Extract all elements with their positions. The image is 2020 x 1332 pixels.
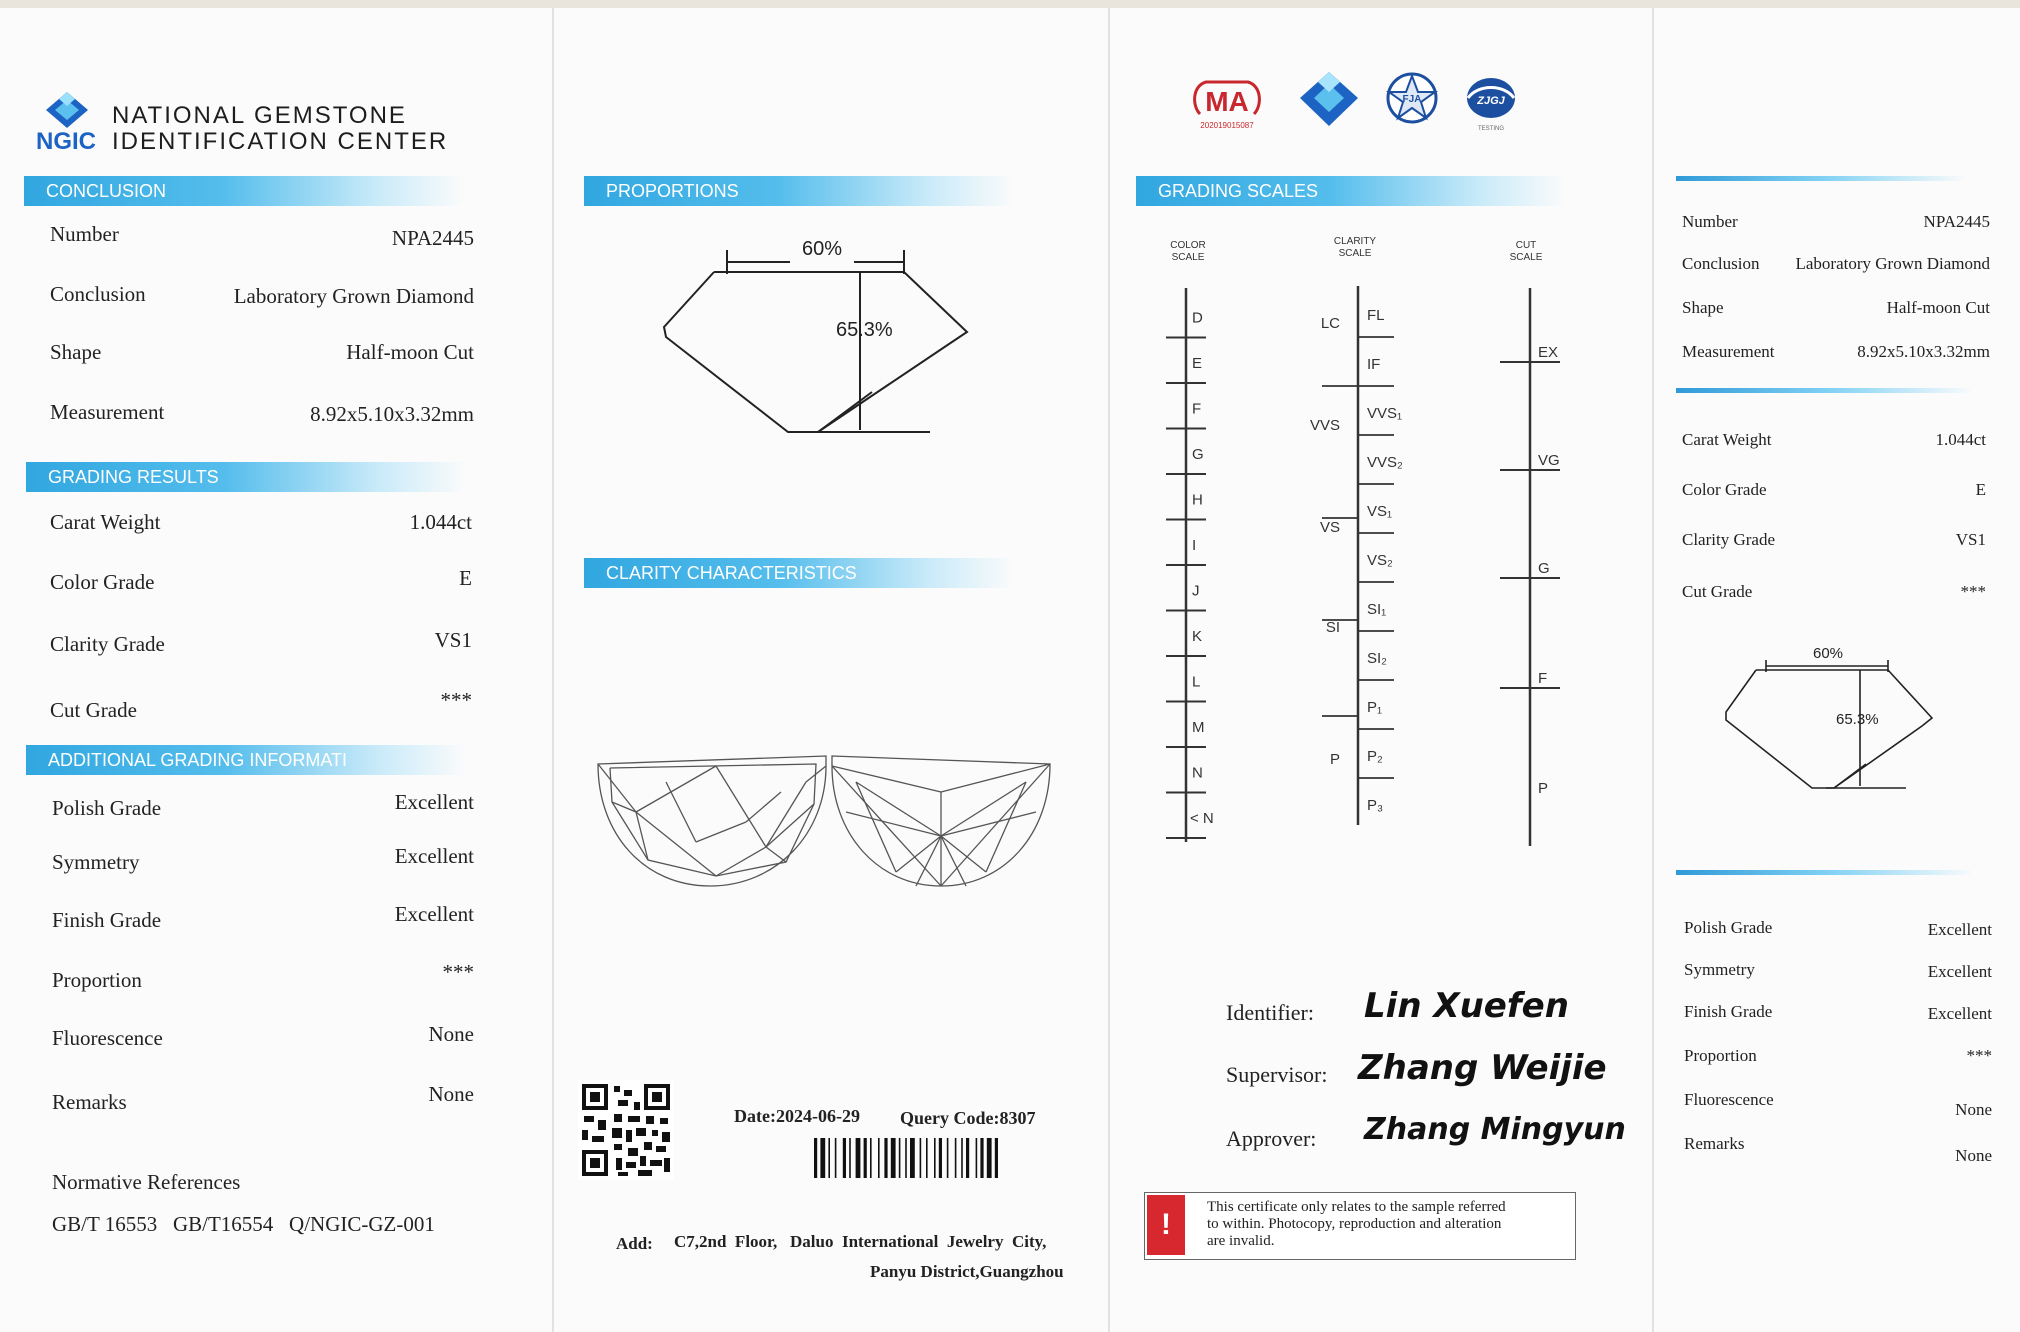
color-grade-label: N — [1192, 764, 1203, 782]
normative-title: Normative References — [52, 1170, 241, 1194]
clarity-plot-diagram — [596, 752, 1056, 892]
field-label: Polish Grade — [1684, 918, 1773, 937]
svg-text:FJA: FJA — [1402, 94, 1422, 105]
signature-name: Lin Xuefen — [1364, 986, 1569, 1026]
cma-logo-icon — [1190, 76, 1264, 132]
cut-scale-title: SCALE — [1509, 252, 1543, 263]
field-label: Measurement — [1682, 342, 1775, 361]
warning-icon: ! — [1147, 1195, 1185, 1255]
color-grade-label: G — [1192, 446, 1204, 463]
barcode-bar — [961, 1138, 963, 1178]
field-label: Color Grade — [50, 570, 155, 594]
barcode-bar — [905, 1138, 907, 1178]
clarity-grade-label: VS₁ — [1367, 503, 1393, 520]
field-value: Excellent — [394, 844, 474, 868]
barcode-bar — [849, 1138, 851, 1178]
clarity-grade-label: P₃ — [1367, 797, 1384, 814]
clarity-grade-label: SI₂ — [1367, 650, 1387, 667]
field-value: E — [1975, 480, 1986, 499]
clarity-grade-label: VVS₂ — [1367, 454, 1403, 471]
field-label: Measurement — [50, 400, 165, 424]
field-label: Cut Grade — [1682, 582, 1753, 601]
field-label: Clarity Grade — [50, 632, 165, 656]
card-proportions-diagram — [1716, 640, 1946, 792]
clarity-scale-title: CLARITY — [1333, 236, 1377, 247]
field-label: Color Grade — [1682, 480, 1767, 499]
barcode-bar — [987, 1138, 992, 1178]
field-value: NPA2445 — [1923, 212, 1990, 231]
field-value: VS1 — [434, 628, 472, 652]
address-label: Add: — [616, 1234, 653, 1253]
cut-grade-label: G — [1538, 560, 1550, 577]
field-value: Excellent — [394, 790, 474, 814]
barcode — [812, 1138, 1052, 1180]
cut-grade-label: EX — [1538, 344, 1559, 361]
barcode-bar — [995, 1138, 998, 1178]
field-value: Laboratory Grown Diamond — [1795, 254, 1990, 273]
svg-text:65.3%: 65.3% — [1836, 711, 1879, 728]
field-value: 8.92x5.10x3.32mm — [310, 402, 474, 426]
field-value: *** — [442, 960, 474, 984]
barcode-bar — [864, 1138, 867, 1178]
clarity-group-label: LC — [1320, 315, 1340, 332]
ngic-logo-icon — [44, 90, 90, 130]
signature-name: Zhang Weijie — [1358, 1048, 1607, 1088]
svg-text:TESTING: TESTING — [1477, 126, 1505, 132]
cut-grade-label: F — [1538, 670, 1548, 687]
clarity-grade-label: VVS₁ — [1367, 405, 1403, 422]
section-additional-grading: ADDITIONAL GRADING INFORMATI — [26, 745, 466, 775]
ngic-diamond-logo-icon — [1298, 70, 1360, 128]
field-label: Symmetry — [52, 850, 140, 874]
qr-code[interactable] — [578, 1080, 674, 1180]
barcode-bar — [870, 1138, 872, 1178]
field-label: Conclusion — [1682, 254, 1760, 273]
panel-fold — [1108, 8, 1110, 1332]
field-value: *** — [1966, 1046, 1992, 1065]
field-value: None — [428, 1022, 474, 1046]
color-grade-label: F — [1192, 400, 1202, 418]
field-value: Half-moon Cut — [1886, 298, 1990, 317]
field-value: E — [459, 566, 472, 590]
card-divider — [1676, 176, 1966, 181]
zjgj-logo-icon — [1462, 72, 1520, 134]
field-label: Cut Grade — [50, 698, 137, 722]
field-value: Excellent — [394, 902, 474, 926]
clarity-scale-title: SCALE — [1338, 248, 1372, 259]
clarity-grade-label: VS₂ — [1367, 552, 1393, 569]
field-value: NPA2445 — [391, 226, 474, 250]
barcode-bar — [899, 1138, 901, 1178]
svg-text:MA: MA — [1205, 86, 1249, 117]
field-value: Half-moon Cut — [346, 340, 474, 364]
normative-refs: GB/T 16553 GB/T16554 Q/NGIC-GZ-001 — [52, 1212, 435, 1236]
field-value: None — [428, 1082, 474, 1106]
svg-text:202019015087: 202019015087 — [1200, 121, 1254, 130]
notice-line2: to within. Photocopy, reproduction and alteration — [1207, 1216, 1502, 1232]
color-grade-label: E — [1192, 355, 1203, 372]
notice-line3: are invalid. — [1207, 1233, 1275, 1249]
card-divider — [1676, 870, 1976, 875]
field-label: Remarks — [1684, 1134, 1745, 1153]
barcode-bar — [939, 1138, 942, 1178]
clarity-group-label: P — [1329, 751, 1340, 768]
grading-scales-chart — [1140, 230, 1600, 870]
field-value: Excellent — [1927, 920, 1992, 939]
clarity-group-label: VVS — [1309, 417, 1340, 434]
field-label: Finish Grade — [52, 908, 162, 932]
field-label: Conclusion — [50, 282, 146, 306]
field-value: 8.92x5.10x3.32mm — [1857, 342, 1990, 361]
clarity-grade-label: P₂ — [1367, 748, 1383, 765]
color-scale-title: COLOR — [1170, 240, 1206, 251]
field-label: Carat Weight — [50, 510, 161, 534]
cut-grade-label: VG — [1538, 452, 1560, 469]
field-value: 1.044ct — [1935, 430, 1986, 449]
clarity-grade-label: P₁ — [1367, 699, 1383, 716]
svg-text:ZJGJ: ZJGJ — [1477, 95, 1505, 107]
certificate-date: Date:2024-06-29 — [734, 1106, 860, 1126]
address-line2: Panyu District,Guangzhou — [870, 1262, 1064, 1281]
barcode-bar — [947, 1138, 949, 1178]
section-grading-scales: GRADING SCALES — [1136, 176, 1566, 206]
barcode-bar — [926, 1138, 928, 1178]
field-label: Remarks — [52, 1090, 127, 1114]
section-conclusion: CONCLUSION — [24, 176, 464, 206]
barcode-bar — [814, 1138, 817, 1178]
cut-grade-label: P — [1538, 780, 1549, 797]
barcode-bar — [976, 1138, 978, 1178]
barcode-bar — [920, 1138, 922, 1178]
field-label: Shape — [50, 340, 102, 364]
field-label: Carat Weight — [1682, 430, 1772, 449]
signature-role: Approver: — [1226, 1126, 1317, 1151]
color-grade-label: M — [1192, 719, 1205, 736]
field-value: 1.044ct — [409, 510, 472, 534]
field-value: *** — [440, 688, 472, 712]
field-value: None — [1955, 1100, 1992, 1119]
signature-name: Zhang Mingyun — [1364, 1112, 1626, 1147]
barcode-bar — [828, 1138, 830, 1178]
section-proportions: PROPORTIONS — [584, 176, 1014, 206]
barcode-bar — [884, 1138, 887, 1178]
proportions-diagram — [650, 232, 990, 442]
field-label: Shape — [1682, 298, 1724, 317]
table-percent-label: 60% — [801, 238, 843, 260]
clarity-group-label: VS — [1319, 519, 1340, 536]
panel-fold — [552, 8, 554, 1332]
color-scale-title: SCALE — [1171, 252, 1205, 263]
barcode-bar — [955, 1138, 957, 1178]
color-grade-label: < N — [1190, 810, 1214, 827]
org-name-line2: IDENTIFICATION CENTER — [112, 128, 449, 155]
depth-percent-label: 65.3% — [836, 319, 893, 341]
field-label: Clarity Grade — [1682, 530, 1775, 549]
field-value: Excellent — [1927, 962, 1992, 981]
svg-text:60%: 60% — [1812, 645, 1844, 662]
field-label: Fluorescence — [1684, 1090, 1774, 1109]
barcode-bar — [820, 1138, 825, 1178]
signature-role: Supervisor: — [1226, 1062, 1328, 1087]
clarity-grade-label: FL — [1367, 307, 1385, 324]
section-clarity-characteristics: CLARITY CHARACTERISTICS — [584, 558, 1014, 588]
color-grade-label: J — [1192, 582, 1200, 600]
section-grading-results: GRADING RESULTS — [26, 462, 466, 492]
field-label: Symmetry — [1684, 960, 1755, 979]
color-grade-label: H — [1192, 491, 1203, 509]
field-value: None — [1955, 1146, 1992, 1165]
field-label: Number — [50, 222, 119, 246]
barcode-bar — [980, 1138, 983, 1178]
query-code: Query Code:8307 — [900, 1108, 1036, 1128]
field-label: Fluorescence — [52, 1026, 163, 1050]
barcode-bar — [934, 1138, 936, 1178]
color-grade-label: I — [1192, 537, 1197, 554]
field-value: Laboratory Grown Diamond — [233, 284, 474, 308]
clarity-grade-label: SI₁ — [1367, 601, 1387, 618]
barcode-bar — [891, 1138, 896, 1178]
barcode-bar — [835, 1138, 837, 1178]
field-value: VS1 — [1955, 530, 1986, 549]
barcode-bar — [843, 1138, 846, 1178]
field-value: *** — [1960, 582, 1986, 601]
field-value: Excellent — [1927, 1004, 1992, 1023]
card-divider — [1676, 388, 1976, 393]
fja-logo-icon — [1384, 70, 1440, 126]
barcode-bar — [878, 1138, 880, 1178]
signature-role: Identifier: — [1226, 1000, 1314, 1025]
notice-line1: This certificate only relates to the sample referred — [1207, 1199, 1506, 1215]
org-name-line1: NATIONAL GEMSTONE — [112, 102, 407, 129]
color-grade-label: D — [1192, 309, 1203, 327]
clarity-grade-label: IF — [1367, 356, 1381, 373]
cut-scale-title: CUT — [1515, 240, 1537, 251]
color-grade-label: K — [1192, 628, 1203, 645]
field-label: Finish Grade — [1684, 1002, 1773, 1021]
barcode-bar — [910, 1138, 915, 1178]
field-label: Proportion — [1684, 1046, 1757, 1065]
address-line1: C7,2nd Floor, Daluo International Jewelry City, — [674, 1232, 1047, 1251]
panel-fold — [1652, 8, 1654, 1332]
field-label: Proportion — [52, 968, 142, 992]
clarity-group-label: SI — [1325, 619, 1340, 636]
org-abbreviation: NGIC — [36, 128, 96, 155]
color-grade-label: L — [1192, 673, 1201, 691]
barcode-bar — [856, 1138, 861, 1178]
barcode-bar — [966, 1138, 969, 1178]
field-label: Number — [1682, 212, 1738, 231]
field-label: Polish Grade — [52, 796, 162, 820]
validity-notice — [1144, 1192, 1576, 1260]
